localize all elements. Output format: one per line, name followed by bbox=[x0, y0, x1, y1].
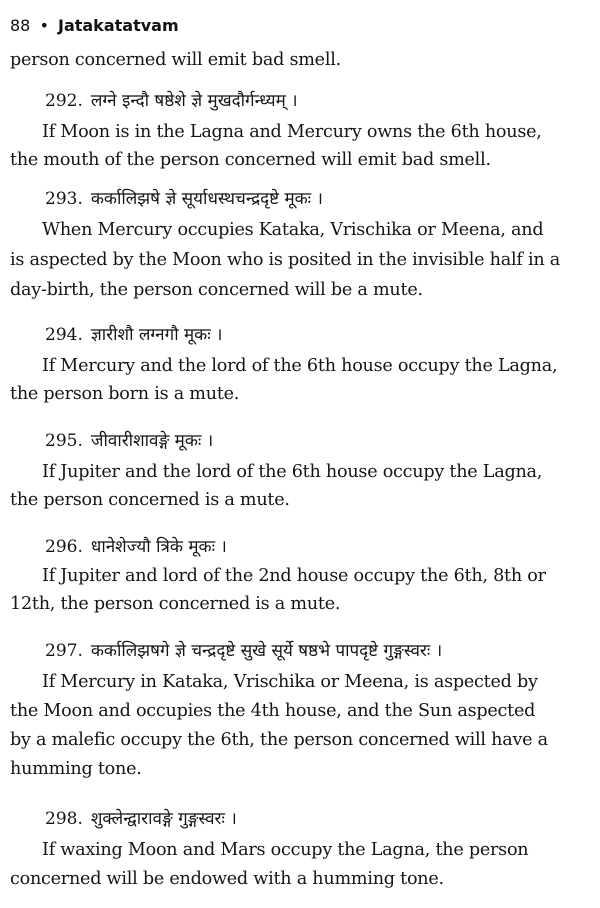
verse-297-line-3: by a malefic occupy the 6th, the person concerned will have a bbox=[10, 730, 548, 750]
verse-294-sanskrit bbox=[45, 322, 223, 345]
verse-298-line-1: If waxing Moon and Mars occupy the Lagna, the person bbox=[42, 840, 529, 860]
verse-293-sanskrit bbox=[45, 186, 323, 209]
verse-297-line-2: the Moon and occupies the 4th house, and the Sun aspected bbox=[10, 701, 536, 721]
sanskrit-text: लग्ने इन्दौ षष्ठेशे ज्ञे मुखदौर्गन्ध्यम् । bbox=[90, 91, 298, 111]
verse-297-line-4: humming tone. bbox=[10, 759, 142, 779]
verse-297-sanskrit bbox=[45, 638, 442, 661]
verse-295-line-1: If Jupiter and the lord of the 6th house occupy the Lagna, bbox=[42, 462, 543, 482]
verse-297-line-1: If Mercury in Kataka, Vrischika or Meena, is aspected by bbox=[42, 672, 538, 692]
verse-296-sanskrit bbox=[45, 534, 227, 557]
verse-298-sanskrit bbox=[45, 806, 237, 829]
verse-292-sanskrit bbox=[45, 88, 298, 111]
verse-293-line-1: When Mercury occupies Kataka, Vrischika or Meena, and bbox=[42, 220, 544, 240]
verse-294-line-2: the person born is a mute. bbox=[10, 384, 240, 404]
continuation-text: person concerned will emit bad smell. bbox=[10, 50, 341, 70]
verse-number: 293. bbox=[45, 189, 83, 209]
verse-number: 297. bbox=[45, 641, 83, 661]
sanskrit-text: ज्ञारीशौ लग्नगौ मूकः । bbox=[90, 325, 223, 345]
verse-298-line-2: concerned will be endowed with a humming tone. bbox=[10, 869, 444, 889]
running-head bbox=[10, 16, 179, 35]
verse-293-line-3: day-birth, the person concerned will be a mute. bbox=[10, 280, 423, 300]
verse-292-line-1: If Moon is in the Lagna and Mercury owns the 6th house, bbox=[42, 122, 542, 142]
page-number: 88 bbox=[10, 16, 31, 35]
verse-295-line-2: the person concerned is a mute. bbox=[10, 490, 290, 510]
verse-296-line-1: If Jupiter and lord of the 2nd house occupy the 6th, 8th or bbox=[42, 566, 546, 586]
verse-296-line-2: 12th, the person concerned is a mute. bbox=[10, 594, 341, 614]
verse-293-line-2: is aspected by the Moon who is posited in the invisible half in a bbox=[10, 250, 560, 270]
sanskrit-text: धानेशेज्यौ त्रिके मूकः । bbox=[90, 537, 227, 557]
verse-292-line-2: the mouth of the person concerned will emit bad smell. bbox=[10, 150, 491, 170]
verse-number: 294. bbox=[45, 325, 83, 345]
sanskrit-text: शुक्लेन्द्वारावङ्गे गुङ्गस्वरः । bbox=[90, 809, 237, 829]
sanskrit-text: जीवारीशावङ्गे मूकः । bbox=[90, 431, 214, 451]
book-title: Jatakatatvam bbox=[57, 16, 179, 35]
verse-number: 296. bbox=[45, 537, 83, 557]
sanskrit-text: कर्कालिझषगे ज्ञे चन्द्रदृष्टे सुखे सूर्ये षष्ठभे पापदृष्टे गुङ्गस्वरः । bbox=[90, 641, 443, 661]
sanskrit-text: कर्कालिझषे ज्ञे सूर्याधस्थचन्द्रदृष्टे मूकः । bbox=[90, 189, 323, 209]
bullet-separator: • bbox=[39, 16, 49, 35]
verse-number: 292. bbox=[45, 91, 83, 111]
verse-295-sanskrit bbox=[45, 428, 213, 451]
verse-number: 298. bbox=[45, 809, 83, 829]
verse-number: 295. bbox=[45, 431, 83, 451]
verse-294-line-1: If Mercury and the lord of the 6th house occupy the Lagna, bbox=[42, 356, 558, 376]
